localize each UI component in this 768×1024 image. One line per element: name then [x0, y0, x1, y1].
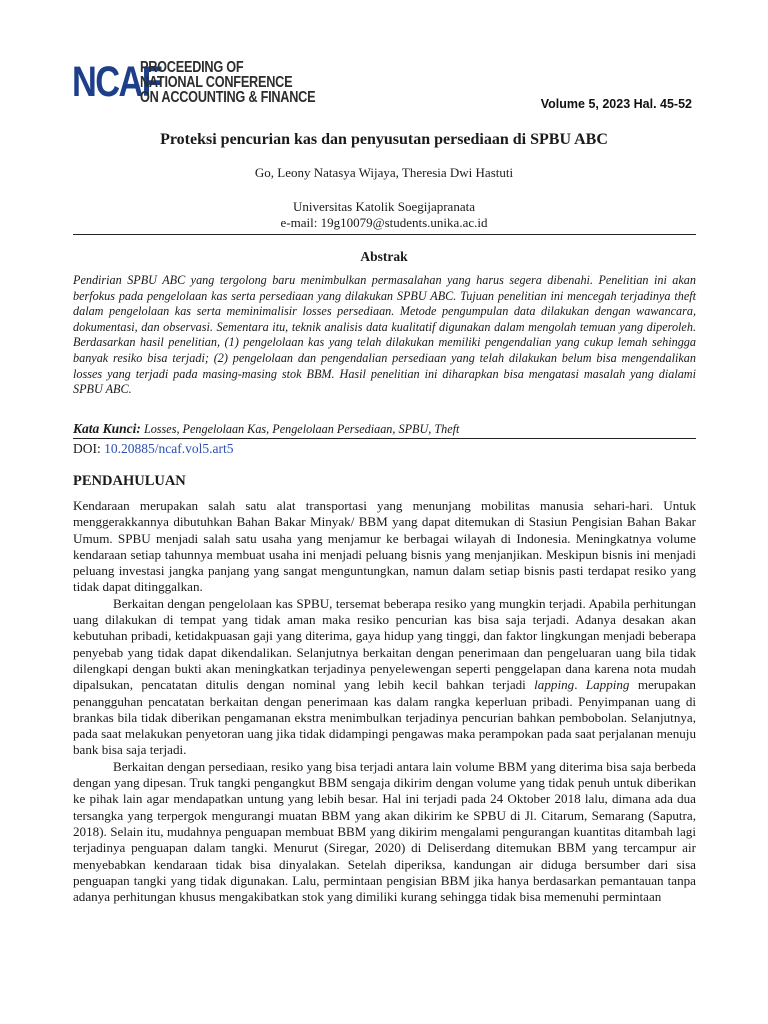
paragraph-1: Kendaraan merupakan salah satu alat transportasi yang menunjang mobilitas manusia sehari-hari. Untuk menggerakkannya dibutuhkan Bahan Bakar Minyak/ BBM yang dapat ditemukan di Stasiun Pengisian Bahan Bakar Umum. SPBU menjadi salah satu usaha yang menjamur ke berbagai wilayah di Indonesia. Meningkatnya volume kendaraan setiap tahunnya membuat usaha ini menjadi peluang bisnis yang menjanjikan. Meskipun bisnis ini menjadi peluang investasi jangka panjang yang sangat menguntungkan, namun dalam setiap bisnis pasti terdapat resiko yang tidak dapat ditinggalkan. — [73, 498, 696, 595]
volume-info: Volume 5, 2023 Hal. 45-52 — [540, 97, 692, 111]
divider-keywords — [73, 438, 696, 439]
logo-text — [140, 60, 315, 105]
paragraph-2-part-a: Berkaitan dengan pengelolaan kas SPBU, tersemat beberapa resiko yang mungkin terjadi. Apabila perhitungan uang dilakukan di tempat yang tidak aman maka resiko pencurian kas bisa saja terjadi. Adanya desakan akan kebutuhan pribadi, ketidakpuasan gaji yang diterima, gaya hidup yang tinggi, dan faktor lingkungan menjadi beberapa penyebab yang tidak dapat dikendalikan. Selanjutnya berkaitan dengan penerimaan dan pengeluaran uang bila tidak dilengkapi dengan bukti akan meningkatkan terjadinya penyelewengan seperti penggelapan dana karena nota mudah dipalsukan, pencatatan ditulis dengan nominal yang lebih kecil bahkan terjadi — [73, 595, 696, 693]
abstract-text: Pendirian SPBU ABC yang tergolong baru menimbulkan permasalahan yang harus segera dibenahi. Penelitian ini akan berfokus pada pengelolaan kas serta persediaan yang dilakukan SPBU ABC. Tujuan penelitian ini mencegah terjadinya theft dalam pengelolaan kas serta meminimalisir losses persediaan. Metode pengumpulan data dilakukan dengan wawancara, dokumentasi, dan observasi. Sementara itu, teknik analisis data kualitatif digunakan dalam mengolah temuan yang diperoleh. Berdasarkan hasil penelitian, (1) pengelolaan kas yang telah dilakukan memiliki pengendalian yang cukup lemah sehingga banyak resiko bisa terjadi; (2) pengelolaan dan pengendalian persediaan yang telah dilakukan belum bisa mengendalikan losses yang terjadi pada masing-masing stok BBM. Hasil penelitian ini diharapkan bisa mengatasi masalah yang dialami SPBU ABC. — [73, 273, 696, 397]
paper-title: Proteksi pencurian kas dan penyusutan persediaan di SPBU ABC — [160, 131, 608, 148]
paper-authors: Go, Leony Natasya Wijaya, Theresia Dwi Hastuti — [254, 165, 514, 180]
logo-line-2: NATIONAL CONFERENCE — [140, 73, 293, 91]
divider-top — [73, 234, 696, 235]
keywords-text: Losses, Pengelolaan Kas, Pengelolaan Persediaan, SPBU, Theft — [143, 422, 460, 436]
logo-line-1: PROCEEDING OF — [140, 58, 244, 76]
paragraph-3: Berkaitan dengan persediaan, resiko yang bisa terjadi antara lain volume BBM yang diterima bisa saja berbeda dengan yang dipesan. Truk tangki pengangkut BBM sengaja dikirim dengan volume yang tidak penuh untuk diberikan ke pihak lain agar mendapatkan untung yang lebih besar. Hal ini terjadi pada 24 Oktober 2018 lalu, dimana ada dua tersangka yang terpergok mengurangi muatan BBM yang akan dikirim ke SPBU di Jl. Citarum, Semarang (Saputra, 2018). Selain itu, mudahnya penguapan membuat BBM yang dikirim mengalami pengurangan kuantitas ditambah lagi terjadinya penguapan dalam tangki. Menurut (Siregar, 2020) di Deliserdang ditemukan BBM yang tercampur air menyebabkan kendaraan tidak bisa dinyalakan. Setelah diperiksa, kandungan air diduga bersumber dari sisa penguapan tangki yang tidak digunakan. Lalu, permintaan pengisian BBM jika hanya berdasarkan pemantauan tanpa adanya perhitungan khusus mengakibatkan stok yang dimiliki kurang sehingga tidak bisa memenuhi permintaan — [73, 758, 696, 905]
logo-line-3: ON ACCOUNTING & FINANCE — [140, 88, 316, 106]
abstract-heading: Abstrak — [360, 249, 408, 264]
keywords-label: Kata Kunci: — [73, 421, 141, 436]
doi — [73, 441, 233, 457]
logo-mark: NCAF — [72, 57, 162, 106]
section-heading: PENDAHULUAN — [73, 473, 186, 489]
affiliation-block — [0, 199, 768, 231]
paragraph-2 — [73, 596, 696, 759]
keywords — [73, 421, 696, 437]
affiliation: Universitas Katolik Soegijapranata — [293, 199, 475, 214]
paragraph-2-part-c: merupakan penangguhan pencatatan berkaitan dengan penerimaan kas dalam rangka keperluan pribadi. Penyimpanan uang di brankas bila tidak diberikan pengamanan ekstra menimbulkan terjadinya pencurian bahkan pembobolan. Selanjutnya, pada saat melakukan penyetoran uang jika tidak didampingi pengawas maka perampokan pada saat perjalanan menuju bank bisa saja terjadi. — [73, 677, 696, 758]
author-email[interactable]: e-mail: 19g10079@students.unika.ac.id — [280, 215, 488, 230]
body-text — [73, 498, 696, 905]
doi-link[interactable]: 10.20885/ncaf.vol5.art5 — [104, 441, 234, 456]
paragraph-2-dot: . — [574, 677, 578, 693]
ncaf-logo — [72, 52, 354, 112]
term-lapping-2: Lapping — [585, 677, 630, 693]
doi-label: DOI: — [73, 441, 101, 456]
term-lapping: lapping — [534, 677, 575, 693]
